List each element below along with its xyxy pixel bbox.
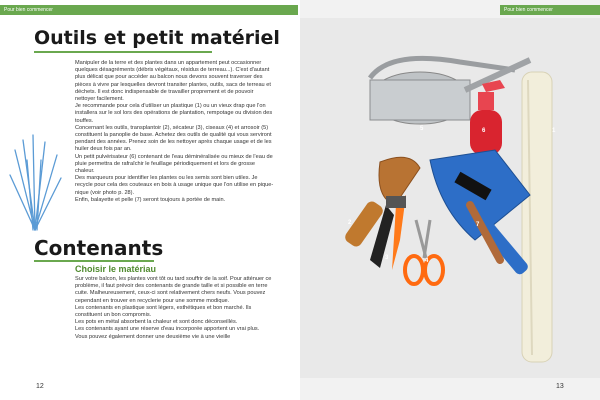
grass-illustration bbox=[5, 130, 65, 235]
photo-label: 1 bbox=[552, 128, 556, 134]
running-header-right: Pour bien commencer bbox=[500, 5, 600, 15]
right-page bbox=[300, 0, 600, 400]
section-text bbox=[75, 276, 275, 341]
subsection-title: Choisir le matériau bbox=[75, 264, 157, 274]
page-number-right: 13 bbox=[556, 383, 564, 390]
page-title: Outils et petit matériel bbox=[34, 27, 280, 49]
paragraph: Les pots en métal absorbent la chaleur et sont donc déconseillés. bbox=[75, 319, 238, 326]
paragraph: Des marqueurs pour identifier les plantes ou les semis sont bien utiles. Je recycle pour cela des couteaux en bois à usage unique que l'on utilise en pique-nique (voir photo p. 28). bbox=[75, 175, 274, 196]
photo-label: 5 bbox=[420, 126, 424, 132]
paragraph: Vous pouvez également donner une deuxième vie à une vieille bbox=[75, 333, 231, 340]
paragraph: Les contenants ayant une réserve d'eau incorporée apportent un vrai plus. bbox=[75, 326, 260, 333]
running-header-left: Pour bien commencer bbox=[0, 5, 298, 15]
tools-photo bbox=[300, 0, 600, 400]
title-underline bbox=[34, 51, 212, 53]
photo-label: 6 bbox=[482, 128, 486, 134]
paragraph: Je recommande pour cela d'utiliser un plastique (1) ou un vieux drap que l'on installera sur le sol lors des opérations de plantation, rempotage ou division des touffes. bbox=[75, 103, 273, 124]
paragraph: Sur votre balcon, les plantes vont tôt ou tard souffrir de la soif. Pour atténuer ce problème, il faut prévoir des contenants de grande taille et si possible en terre cuite. Malheureusement, ceux-ci sont relativement chers neufs. Vous pouvez cependant en trouver en recyclerie pour une somme modique. bbox=[75, 276, 272, 304]
page-number-left: 12 bbox=[36, 383, 44, 390]
paragraph: Un petit pulvérisateur (6) contenant de l'eau déminéralisée ou mieux de l'eau de pluie permettra de rafraîchir le feuillage périodiquement et lors de grosse chaleur. bbox=[75, 153, 273, 175]
plastic-sheet bbox=[522, 72, 552, 362]
photo-label: 7 bbox=[476, 222, 480, 228]
paragraph: Enfin, balayette et pelle (7) seront toujours à portée de main. bbox=[75, 196, 226, 203]
paragraph: Les contenants en plastique sont légers, esthétiques et bon marché. Ils constituent un bon compromis. bbox=[75, 304, 252, 319]
paragraph: Concernant les outils, transplantoir (2), sécateur (3), ciseaux (4) et arrosoir (5) constituent la panoplie de base. Achetez des outils de qualité qui vous serviront pendant des années. Prenez soin de les nettoyer après chaque usage et de les huiler deux fois par an. bbox=[75, 124, 272, 153]
intro-text bbox=[75, 60, 275, 204]
photo-label: 4 bbox=[425, 258, 429, 264]
section-underline bbox=[34, 260, 154, 262]
paragraph: Manipuler de la terre et des plantes dans un appartement peut occasionner quelques désagréments (débris végétaux, résidus de terreau...). C'est d'autant plus délicat que pour accéder au balcon nous devons souvent traverser des pièces à vivre par lesquelles devront transiter plantes, outils, sacs de terreau et déchets. Il est donc indispensable de travailler proprement et de pouvoir nettoyer facilement. bbox=[75, 60, 271, 103]
section-title: Contenants bbox=[34, 236, 164, 260]
photo-label: 3 bbox=[385, 255, 389, 261]
photo-label: 2 bbox=[348, 220, 352, 226]
